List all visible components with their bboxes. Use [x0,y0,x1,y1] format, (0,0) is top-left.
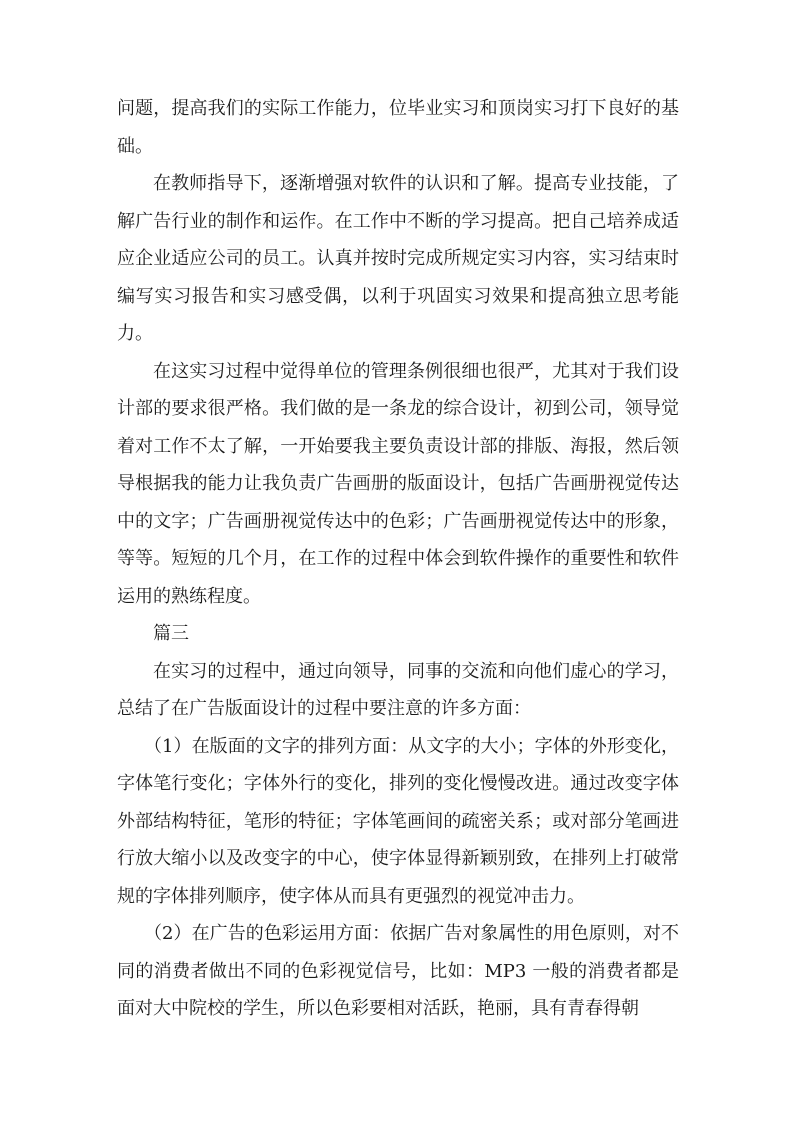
paragraph-internship-process: 在这实习过程中觉得单位的管理条例很细也很严，尤其对于我们设计部的要求很严格。我们做的是一条龙的综合设计，初到公司，领导觉着对工作不太了解，一开始要我主要负责设计部的排版、海报，然后领导根据我的能力让我负责广告画册的版面设计，包括广告画册视觉传达中的文字；广告画册视觉传达中的色彩；广告画册视觉传达中的形象，等等。短短的几个月，在工作的过程中体会到软件操作的重要性和软件运用的熟练程度。 [117,360,679,607]
section-heading: 篇三 [153,623,189,644]
paragraph-continuation: 问题，提高我们的实际工作能力，位毕业实习和顶岗实习打下良好的基础。 [117,98,679,157]
paragraph-summary-intro: 在实习的过程中，通过向领导，同事的交流和向他们虚心的学习，总结了在广告版面设计的过程中要注意的许多方面： [117,660,679,719]
paragraph-teacher-guidance: 在教师指导下，逐渐增强对软件的认识和了解。提高专业技能，了解广告行业的制作和运作。在工作中不断的学习提高。把自己培养成适应企业适应公司的员工。认真并按时完成所规定实习内容，实习结束时编写实习报告和实习感受偶，以利于巩固实习效果和提高独立思考能力。 [117,173,679,344]
document-body [117,90,679,1028]
paragraph-text-layout: （1）在版面的文字的排列方面：从文字的大小；字体的外形变化，字体笔行变化；字体外行的变化，排列的变化慢慢改进。通过改变字体外部结构特征，笔形的特征；字体笔画间的疏密关系；或对部分笔画进行放大缩小以及改变字的中心，使字体显得新颖别致，在排列上打破常规的字体排列顺序，使字体从而具有更强烈的视觉冲击力。 [117,735,679,907]
paragraph-color-usage: （2）在广告的色彩运用方面：依据广告对象属性的用色原则，对不同的消费者做出不同的色彩视觉信号，比如：MP3 一般的消费者都是面对大中院校的学生，所以色彩要相对活跃，艳丽，具有青春得朝 [117,923,679,1019]
